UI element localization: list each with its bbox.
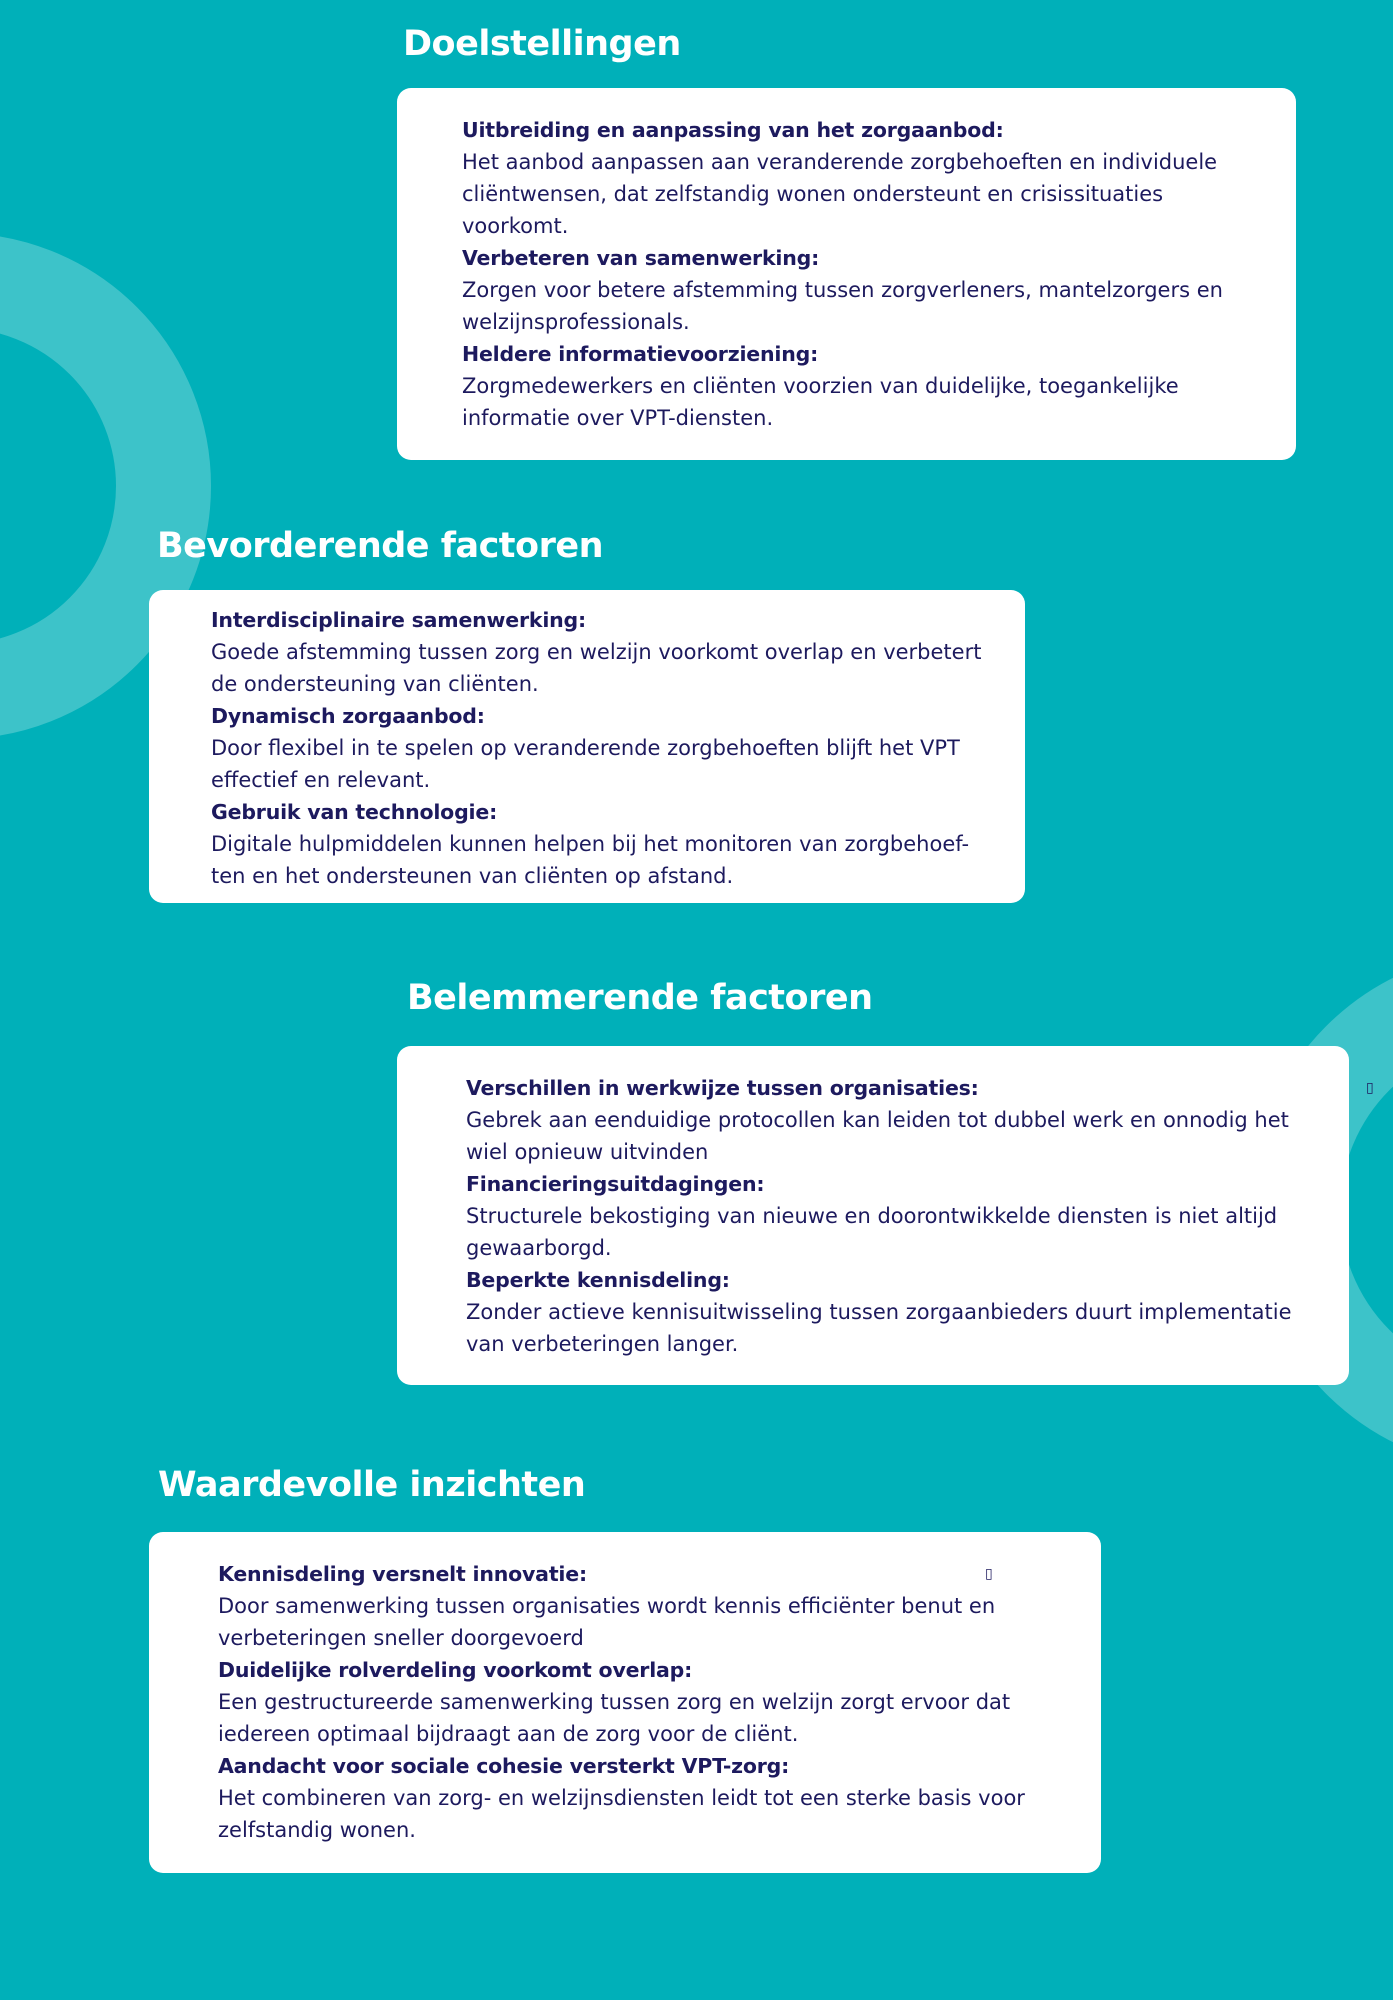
item-text: Zonder actieve kennisuitwisseling tussen zorgaanbieders duurt implementatie van verbeteringen langer. xyxy=(466,1300,1292,1356)
section-title-bevorderende-factoren: Bevorderende factoren xyxy=(157,526,604,566)
list-item xyxy=(462,114,1266,242)
item-text: Het aanbod aanpassen aan veranderende zorgbehoeften en individuele cliëntwensen, dat zelfstandig wonen ondersteunt en crisissituaties voorkomt. xyxy=(462,150,1218,238)
list-item xyxy=(218,1654,1041,1750)
list-item xyxy=(462,242,1266,338)
item-heading: Dynamisch zorgaanbod: xyxy=(211,704,485,728)
item-heading: Verschillen in werkwijze tussen organisaties: xyxy=(466,1076,979,1100)
list-item xyxy=(466,1264,1304,1360)
section-title-belemmerende-factoren: Belemmerende factoren xyxy=(407,978,873,1018)
card-bevorderende-factoren xyxy=(149,590,1025,903)
item-heading: Financieringsuitdagingen: xyxy=(466,1172,765,1196)
list-item xyxy=(466,1072,1304,1168)
item-text: Zorgmedewerkers en cliënten voorzien van duidelijke, toegankelijke informatie over VPT-diensten. xyxy=(462,374,1179,430)
item-heading: Kennisdeling versnelt innovatie: xyxy=(218,1562,587,1586)
item-text: Een gestructureerde samenwerking tussen zorg en welzijn zorgt ervoor dat iedereen optimaal bijdraagt aan de zorg voor de cliënt. xyxy=(218,1690,1011,1746)
card-doelstellingen xyxy=(397,88,1296,460)
item-text: Door flexibel in te spelen op veranderende zorgbehoeften blijft het VPT effectief en relevant. xyxy=(211,736,960,792)
list-item xyxy=(211,700,987,796)
section-title-waardevolle-inzichten: Waardevolle inzichten xyxy=(158,1465,586,1505)
item-heading: Interdisciplinaire samenwerking: xyxy=(211,608,587,632)
item-heading: Heldere informatievoorziening: xyxy=(462,342,819,366)
list-item xyxy=(211,604,987,700)
item-heading: Beperkte kennisdeling: xyxy=(466,1268,730,1292)
list-item xyxy=(462,338,1266,434)
item-heading: Uitbreiding en aanpassing van het zorgaanbod: xyxy=(462,118,1004,142)
item-heading: Verbeteren van samenwerking: xyxy=(462,246,820,270)
missing-glyph-icon: ▯ xyxy=(1366,1080,1374,1096)
section-title-doelstellingen: Doelstellingen xyxy=(403,24,681,64)
list-item xyxy=(218,1558,1041,1654)
item-text: Het combineren van zorg- en welzijnsdiensten leidt tot een sterke basis voor zelfstandig wonen. xyxy=(218,1786,1025,1842)
list-item xyxy=(218,1750,1041,1846)
item-heading: Duidelijke rolverdeling voorkomt overlap: xyxy=(218,1658,693,1682)
item-heading: Aandacht voor sociale cohesie versterkt VPT-zorg: xyxy=(218,1754,790,1778)
missing-glyph-icon: ▯ xyxy=(985,1566,993,1582)
item-text: Structurele bekostiging van nieuwe en doorontwikkelde diensten is niet altijd gewaarborgd. xyxy=(466,1204,1278,1260)
list-item xyxy=(211,796,987,892)
item-text: Door samenwerking tussen organisaties wordt kennis efficiënter benut en verbeteringen sneller doorgevoerd xyxy=(218,1594,996,1650)
item-text: Goede afstemming tussen zorg en welzijn voorkomt overlap en verbetert de ondersteuning van cliënten. xyxy=(211,640,982,696)
item-text: Gebrek aan eenduidige protocollen kan leiden tot dubbel werk en onnodig het wiel opnieuw uitvinden xyxy=(466,1108,1289,1164)
item-heading: Gebruik van technologie: xyxy=(211,800,498,824)
card-waardevolle-inzichten xyxy=(149,1532,1101,1873)
card-belemmerende-factoren xyxy=(397,1046,1349,1385)
item-text: Zorgen voor betere afstemming tussen zorgverleners, mantelzorgers en welzijnsprofessionals. xyxy=(462,278,1223,334)
list-item xyxy=(466,1168,1304,1264)
item-text: Digitale hulpmiddelen kunnen helpen bij het monitoren van zorgbehoef-ten en het ondersteunen van cliënten op afstand. xyxy=(211,832,970,888)
